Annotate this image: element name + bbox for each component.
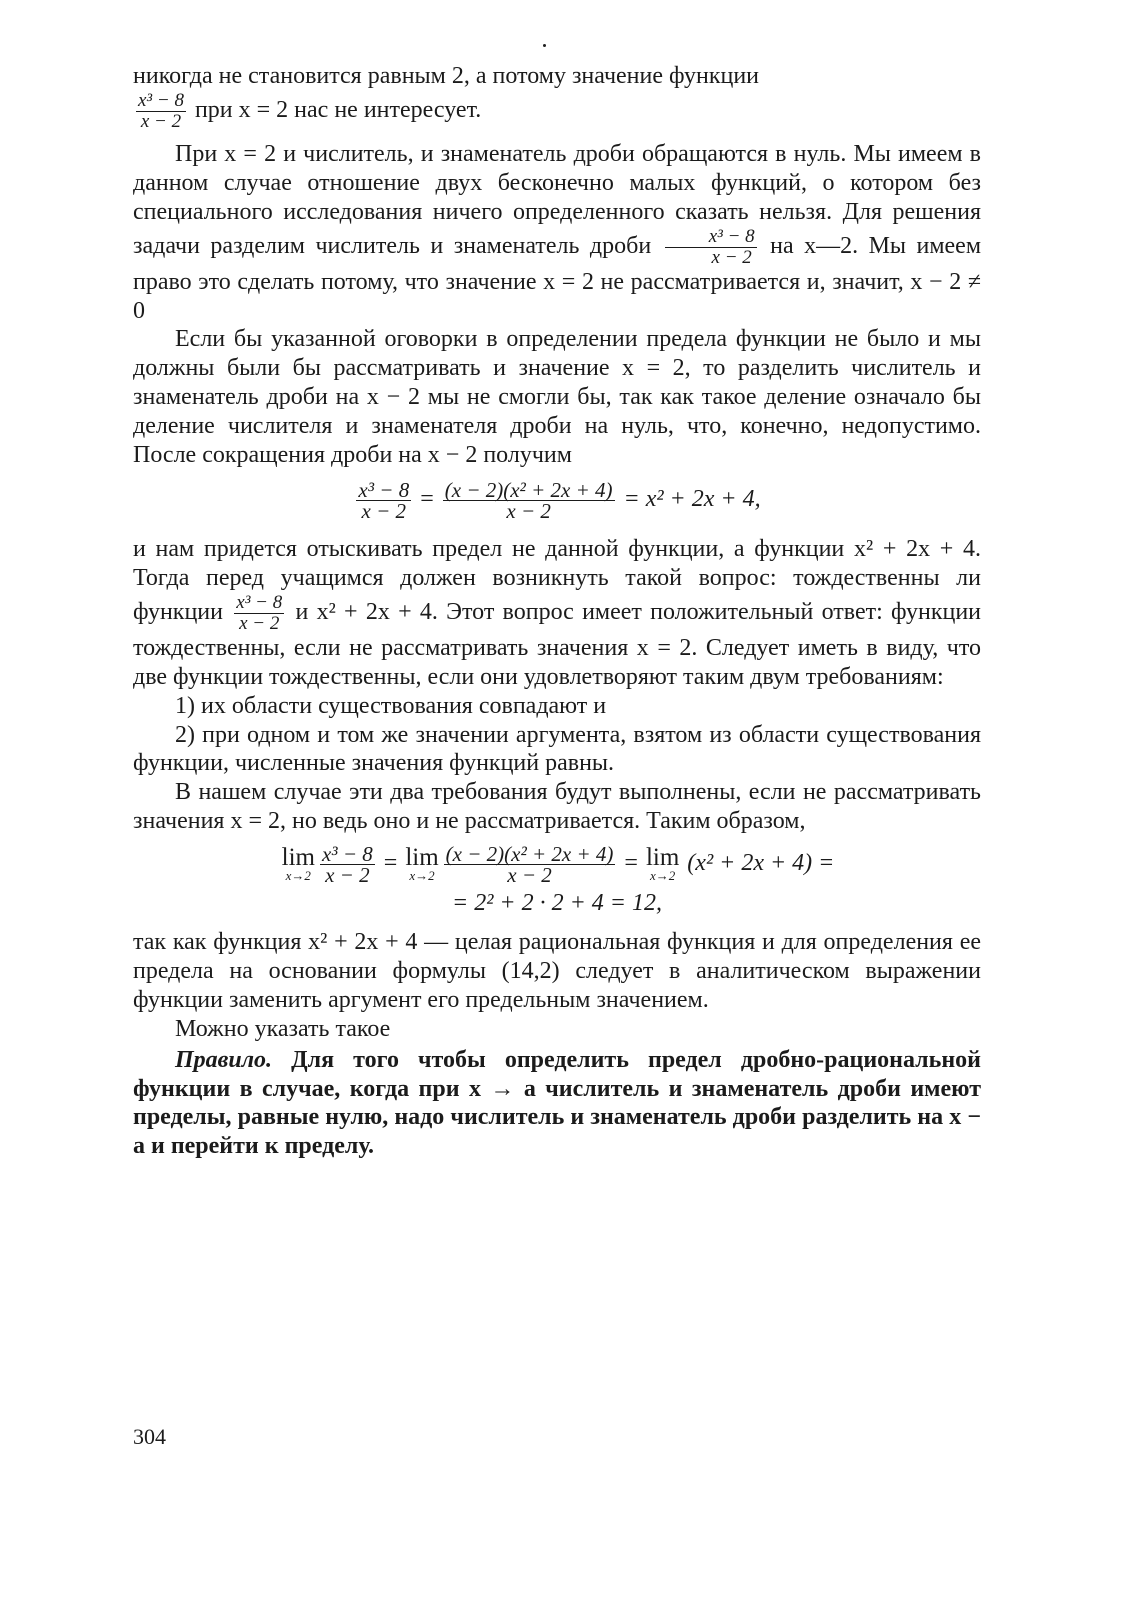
list-item-1: 1) их области существования совпадают и (175, 692, 607, 719)
fraction-denominator: x − 2 (325, 863, 370, 888)
lim-word: lim (281, 844, 315, 872)
line-1: никогда не становится равным 2, а потому значение функции (133, 63, 760, 89)
fraction-numerator: x³ − 8 (236, 591, 283, 613)
text-block (133, 62, 981, 1161)
fraction-x3-8-over-x-2 (320, 842, 375, 888)
fraction-denominator: x − 2 (711, 246, 752, 268)
fraction-x3-8-over-x-2 (665, 227, 757, 268)
fraction-factored (444, 842, 616, 888)
equals-sign: = (420, 485, 434, 512)
formula-1 (133, 477, 981, 523)
lim-word: lim (645, 844, 680, 872)
fraction-x3-8-over-x-2 (356, 477, 411, 523)
equals-sign: = (383, 850, 398, 877)
rule-paragraph (133, 1046, 981, 1162)
fraction-x3-8-over-x-2 (136, 91, 186, 132)
fraction-factored (443, 477, 615, 523)
paragraph-intro (133, 62, 981, 132)
fraction-denominator: x − 2 (239, 612, 280, 634)
formula-2-tail: (x² + 2x + 4) = (687, 850, 835, 877)
lim-subscript: x→2 (649, 868, 676, 884)
paragraph-7: Можно указать такое (175, 1015, 391, 1042)
paragraph-2 (133, 140, 981, 326)
paragraph-5: В нашем случае эти два требования будут выполнены, если не рассматривать значения x = 2, но ведь оно и не рассматривается. Таким образом, (133, 779, 981, 835)
paragraph-4 (133, 535, 981, 692)
formula-2 (133, 844, 981, 918)
paragraph-4-part-a: и нам придется отыскивать предел не данной функции, а функции x² + 2x + 4. Тогда перед учащимся должен возникнуть такой вопрос: тождественны ли функции (133, 535, 981, 625)
lim-subscript: x→2 (285, 868, 311, 884)
lim-word: lim (405, 844, 439, 872)
fraction-numerator: (x − 2)(x² + 2x + 4) (444, 477, 613, 502)
formula-2-line-2: = 2² + 2 · 2 + 4 = 12, (452, 890, 662, 917)
paragraph-2-part-a: При x = 2 и числитель, и знаменатель дроби обращаются в нуль. Мы имеем в данном случае отношение двух бесконечно малых функций, о котором без специального исследования ничего определенного сказать нельзя. Для решения задачи разделим числитель и знаменатель дроби (133, 140, 981, 259)
fraction-denominator: x − 2 (140, 110, 182, 132)
limit-operator (281, 844, 315, 884)
fraction-numerator: x³ − 8 (138, 89, 184, 111)
page-number: 304 (133, 1424, 166, 1449)
equals-sign: = (624, 850, 638, 877)
line-2: при x = 2 нас не интересует. (194, 96, 482, 123)
list-item-2: 2) при одном и том же значении аргумента, взятом из области существования функции, численные значения функций равны. (133, 721, 981, 777)
fraction-denominator: x − 2 (506, 498, 551, 523)
print-dot (543, 44, 546, 47)
fraction-x3-8-over-x-2 (234, 593, 284, 634)
paragraph-4-part-b: и x² + 2x + 4. Этот вопрос имеет положительный ответ: функции тождественны, если не рассматривать значения x = 2. Следует иметь в виду, что две функции тождественны, если они удовлетворяют таким двум требованиям: (133, 598, 982, 690)
fraction-numerator: x³ − 8 (358, 477, 410, 502)
rule-text: Для того чтобы определить предел дробно-рациональной функции в случае, когда при x → a числитель и знаменатель дроби имеют пределы, равные нулю, надо числитель и знаменатель дроби разделить на x − a и перейти к пределу. (133, 1046, 981, 1160)
fraction-numerator: x³ − 8 (665, 227, 757, 248)
paragraph-6: так как функция x² + 2x + 4 — целая рациональная функция и для определения ее предела на основании формулы (14,2) следует в аналитическом выражении функции заменить аргумент его предельным значением. (133, 929, 981, 1013)
limit-operator (645, 844, 680, 884)
fraction-numerator: x³ − 8 (321, 842, 373, 867)
limit-operator (405, 844, 439, 884)
lim-subscript: x→2 (409, 868, 435, 884)
formula-1-result: = x² + 2x + 4, (623, 485, 761, 512)
paragraph-2-part-b: на x—2. Мы имеем право это сделать потому, что значение x = 2 не рассматривается и, значит, x − 2 ≠ 0 (133, 232, 982, 324)
paragraph-3: Если бы указанной оговорки в определении предела функции не было и мы должны были бы рассматривать и значение x = 2, то разделить числитель и знаменатель дроби на x − 2 мы не смогли бы, так как такое деление означало бы деление числителя и знаменателя дроби на нуль, что, конечно, недопустимо. После сокращения дроби на x − 2 получим (133, 326, 981, 469)
fraction-numerator: (x − 2)(x² + 2x + 4) (445, 842, 614, 867)
fraction-denominator: x − 2 (361, 498, 407, 523)
rule-label: Правило. (175, 1046, 273, 1073)
fraction-denominator: x − 2 (507, 863, 552, 888)
